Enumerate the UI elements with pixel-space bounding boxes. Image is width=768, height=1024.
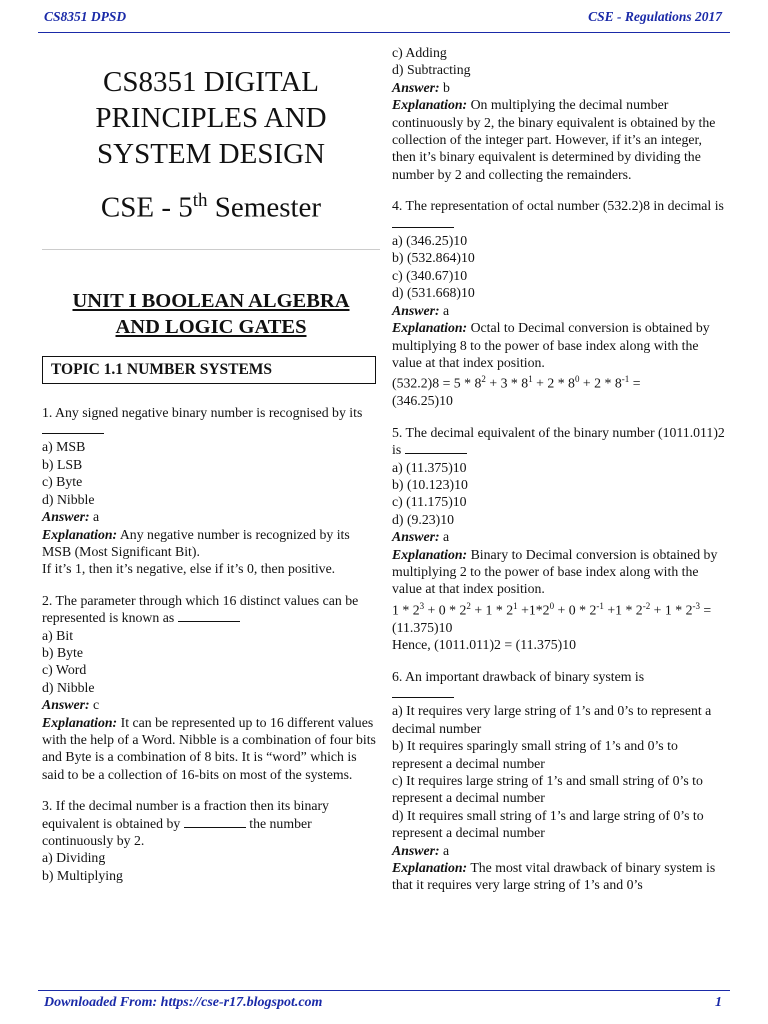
question-5 bbox=[392, 424, 728, 654]
answer-value: c bbox=[93, 697, 100, 713]
option: c) Adding bbox=[392, 45, 447, 60]
option: c) Word bbox=[42, 662, 87, 678]
calculation-result: (346.25)10 bbox=[392, 393, 453, 409]
hence-line: Hence, (1011.011)2 = (11.375)10 bbox=[392, 637, 577, 653]
question-4 bbox=[392, 197, 728, 409]
question-2 bbox=[42, 592, 380, 783]
answer-blank bbox=[405, 441, 467, 454]
answer-blank bbox=[178, 609, 240, 622]
answer-blank bbox=[392, 685, 454, 698]
answer-line: Answer: c bbox=[42, 697, 100, 713]
question-3-continued bbox=[392, 44, 728, 183]
subtitle-sup: th bbox=[192, 190, 208, 211]
answer-blank bbox=[184, 815, 246, 828]
title-line-3: SYSTEM DESIGN bbox=[97, 138, 325, 170]
question-text: 6. An important drawback of binary system is bbox=[392, 668, 645, 684]
option: c) It requires large string of 1’s and small string of 0’s to represent a decimal number bbox=[392, 773, 703, 806]
footer-rule bbox=[38, 990, 730, 991]
page-header bbox=[0, 0, 768, 34]
answer-value: a bbox=[443, 529, 450, 545]
question-text: 4. The representation of octal number (532.2)8 in decimal is bbox=[392, 197, 728, 232]
binary-calculation: $1 * 2^3 + 0 * 2^2 + 1 * 2^1 +1*2^0 + 0 * 2^{-1} +1 * 2^{-2} + 1 * 2^{-3} = (11.375)10$ bbox=[392, 600, 712, 635]
octal-calculation: $(532.2)8 = 5 * 8^2 + 3 * 8^1 + 2 * 8^0 + 2 * 8^{-1}$ = bbox=[392, 374, 641, 391]
explanation: Explanation: On multiplying the decimal number continuously by 2, the binary equivalent is obtained by the collection of the integer part. However, if it’s an integer, then it’s binary equivalent is determined by dividing the number by 2 and collecting the remainders. bbox=[392, 97, 716, 182]
option: b) Byte bbox=[42, 644, 83, 660]
document-title bbox=[42, 64, 380, 172]
unit-line-1: UNIT I BOOLEAN ALGEBRA bbox=[72, 289, 350, 312]
option: d) Nibble bbox=[42, 679, 95, 695]
unit-heading bbox=[42, 288, 380, 340]
title-line-1: CS8351 DIGITAL bbox=[103, 66, 319, 98]
subtitle-suffix: Semester bbox=[207, 191, 322, 224]
option: b) (10.123)10 bbox=[392, 476, 468, 492]
question-text: 2. The parameter through which 16 distinct values can be represented is known as bbox=[42, 592, 359, 626]
option: c) (340.67)10 bbox=[392, 267, 468, 283]
unit-line-2: AND LOGIC GATES bbox=[115, 315, 307, 338]
answer-line: Answer: b bbox=[392, 79, 450, 95]
answer-blank bbox=[392, 215, 454, 228]
option: a) Dividing bbox=[42, 850, 106, 866]
explanation: Explanation: It can be represented up to 16 different values with the help of a Word. Nibble is a combination of four bits and Byte is a combination of 8 bits. It is “word” which is said to be a collection of 16-bits on most of the systems. bbox=[42, 714, 376, 782]
explanation-extra: If it’s 1, then it’s negative, else if it’s 0, then positive. bbox=[42, 561, 336, 577]
answer-line: Answer: a bbox=[42, 509, 100, 525]
page-number: 1 bbox=[715, 995, 722, 1010]
title-line-2: PRINCIPLES AND bbox=[95, 102, 327, 134]
option: d) Subtracting bbox=[392, 62, 471, 78]
answer-blank-line bbox=[392, 685, 728, 702]
right-column bbox=[392, 44, 728, 894]
option: a) It requires very large string of 1’s and 0’s to represent a decimal number bbox=[392, 703, 712, 736]
option: b) Multiplying bbox=[42, 867, 123, 883]
question-text: 5. The decimal equivalent of the binary number (1011.011)2 is bbox=[392, 424, 725, 458]
header-rule bbox=[38, 32, 730, 33]
option: b) LSB bbox=[42, 456, 83, 472]
page-footer bbox=[0, 990, 768, 1024]
option: b) It requires sparingly small string of 1’s and 0’s to represent a decimal number bbox=[392, 738, 678, 771]
option: a) MSB bbox=[42, 439, 86, 455]
title-divider bbox=[42, 249, 380, 250]
option: d) Nibble bbox=[42, 491, 95, 507]
explanation: Explanation: Octal to Decimal conversion is obtained by multiplying 8 to the power of base index along with the value at that index position. bbox=[392, 320, 710, 370]
question-text: 1. Any signed negative binary number is recognised by its bbox=[42, 404, 380, 439]
option: a) (11.375)10 bbox=[392, 459, 467, 475]
question-3 bbox=[42, 797, 380, 884]
option: d) It requires small string of 1’s and large string of 0’s to represent a decimal number bbox=[392, 807, 704, 841]
download-source-link[interactable]: Downloaded From: https://cse-r17.blogspot.com bbox=[44, 995, 323, 1010]
option: c) (11.175)10 bbox=[392, 494, 467, 510]
left-column bbox=[42, 44, 380, 884]
header-course-code: CS8351 DPSD bbox=[44, 9, 127, 24]
question-1 bbox=[42, 404, 380, 578]
answer-value: a bbox=[443, 302, 450, 318]
explanation: Explanation: Any negative number is recognized by its MSB (Most Significant Bit). bbox=[42, 526, 350, 559]
question-text: 3. If the decimal number is a fraction then its binary equivalent is obtained by the number continuously by 2. bbox=[42, 798, 329, 848]
answer-blank bbox=[42, 421, 104, 434]
question-6 bbox=[392, 668, 728, 894]
answer-line: Answer: a bbox=[392, 842, 450, 858]
explanation: Explanation: Binary to Decimal conversion is obtained by multiplying 2 to the power of base index along with the value at that index position. bbox=[392, 546, 718, 597]
topic-heading: TOPIC 1.1 NUMBER SYSTEMS bbox=[42, 356, 376, 384]
option: d) (531.668)10 bbox=[392, 285, 475, 301]
answer-value: a bbox=[443, 842, 450, 858]
answer-value: a bbox=[93, 509, 100, 525]
option: b) (532.864)10 bbox=[392, 250, 475, 266]
option: d) (9.23)10 bbox=[392, 511, 455, 527]
option: c) Byte bbox=[42, 474, 83, 490]
subtitle-prefix: CSE - 5 bbox=[100, 191, 193, 224]
answer-value: b bbox=[443, 79, 450, 95]
answer-line: Answer: a bbox=[392, 529, 450, 545]
answer-line: Answer: a bbox=[392, 302, 450, 318]
option: a) Bit bbox=[42, 627, 74, 643]
header-regulation: CSE - Regulations 2017 bbox=[588, 9, 722, 24]
semester-subtitle bbox=[42, 190, 380, 225]
explanation: Explanation: The most vital drawback of binary system is that it requires very large string of 1’s and 0’s bbox=[392, 860, 716, 893]
option: a) (346.25)10 bbox=[392, 233, 468, 249]
